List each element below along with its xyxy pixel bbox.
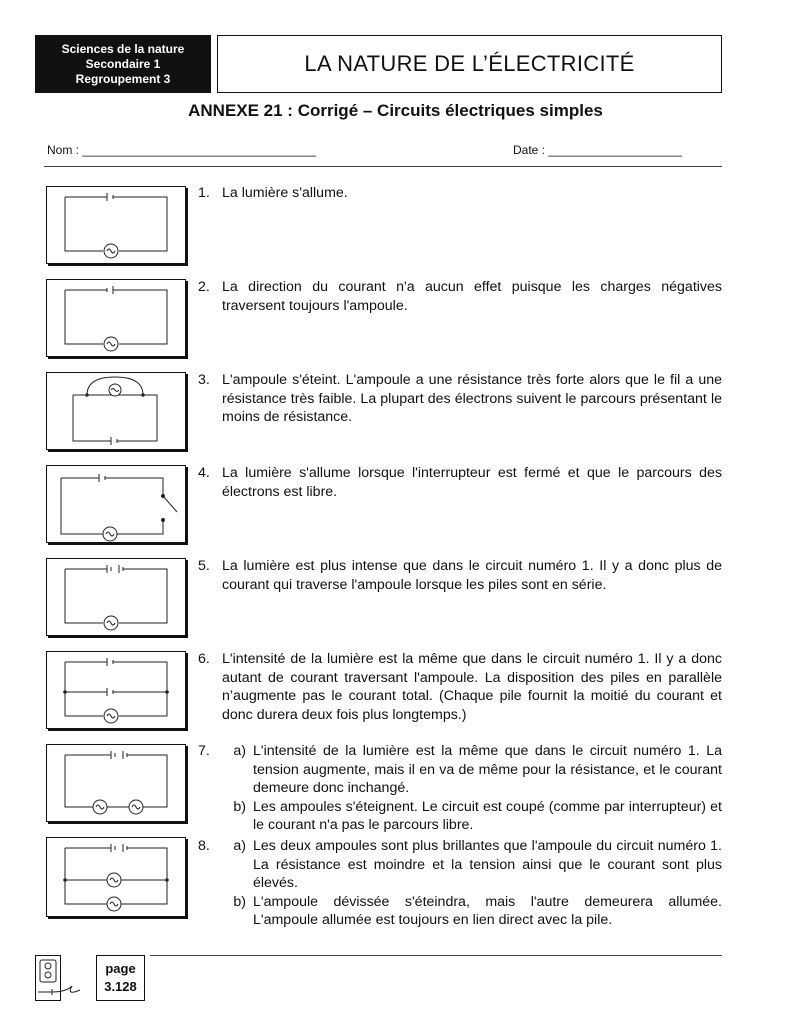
answer-6 (198, 650, 722, 724)
page-word: page (105, 961, 136, 976)
outlet-plug-icon (35, 955, 61, 1001)
answer-8b-text: L'ampoule dévissée s'éteindra, mais l'autre demeurera allumée. L'ampoule allumée est toujours en lien direct avec la pile. (253, 893, 722, 928)
course-tag-line-1: Sciences de la nature (61, 41, 185, 56)
answer-5 (198, 557, 722, 594)
circuit-diagram-5 (46, 558, 186, 636)
course-tag (35, 35, 211, 93)
answer-number: 7. (198, 743, 210, 759)
answer-text: La direction du courant n'a aucun effet puisque les charges négatives traversent toujours l'ampoule. (222, 279, 722, 314)
circuit-diagram-7 (46, 744, 186, 822)
circuit-diagram-1 (46, 186, 186, 264)
header-divider (44, 166, 722, 167)
answer-number: 4. (198, 465, 210, 481)
answer-text: L'ampoule s'éteint. L'ampoule a une résistance très forte alors que le fil a une résistance très faible. La plupart des électrons suivent le parcours présentant le moins de résistance. (222, 372, 722, 425)
annex-subtitle: ANNEXE 21 : Corrigé – Circuits électriques simples (188, 101, 603, 120)
circuit-diagram-4 (46, 465, 186, 543)
answer-8a-text: Les deux ampoules sont plus brillantes que l'ampoule du circuit numéro 1. La résistance est moindre et la tension ainsi que le courant sont plus élevés. (253, 838, 722, 891)
page-number-box (96, 955, 145, 1001)
date-field[interactable]: Date : ____________________ (513, 143, 682, 157)
answer-7 (198, 742, 722, 835)
course-tag-line-3: Regroupement 3 (75, 71, 171, 86)
circuit-diagram-2 (46, 279, 186, 357)
answer-text: La lumière est plus intense que dans le circuit numéro 1. Il y a donc plus de courant qui traverse l'ampoule lorsque les piles sont en série. (222, 558, 722, 593)
course-tag-line-2: Secondaire 1 (85, 56, 161, 71)
sub-label-b: b) (233, 893, 246, 910)
answer-number: 5. (198, 558, 210, 574)
circuit-diagram-3 (46, 372, 186, 450)
answer-7b-text: Les ampoules s'éteignent. Le circuit est coupé (comme par interrupteur) et le courant n'a pas le parcours libre. (253, 798, 722, 833)
answer-7a-text: L'intensité de la lumière est la même que dans le circuit numéro 1. La tension augmente, mais il en va de même pour la résistance, et le courant demeure donc inchangé. (253, 743, 722, 796)
answer-3 (198, 371, 722, 427)
answer-8 (198, 837, 722, 930)
name-field[interactable]: Nom : ___________________________________ (47, 143, 316, 157)
answer-text: La lumière s'allume. (222, 185, 348, 201)
sub-label-a: a) (233, 838, 246, 854)
answer-text: L'intensité de la lumière est la même que dans le circuit numéro 1. Il y a donc autant de courant traversant l'ampoule. La disposition des piles en parallèle n’augmente pas le courant total. (Chaque pile fournit la moitié du courant et donc durera deux fois plus longtemps.) (222, 651, 722, 723)
answer-text: La lumière s'allume lorsque l'interrupteur est fermé et que le parcours des électrons est libre. (222, 465, 722, 500)
answer-1 (198, 184, 722, 203)
answer-number: 1. (198, 185, 210, 201)
answer-2 (198, 278, 722, 315)
page-number: 3.128 (104, 979, 137, 994)
circuit-diagram-6 (46, 651, 186, 729)
circuit-diagram-8 (46, 837, 186, 917)
answer-number: 6. (198, 651, 210, 667)
footer-divider (150, 955, 722, 956)
answer-number: 2. (198, 279, 210, 295)
page-title (217, 35, 722, 93)
page-title-text: LA NATURE DE L’ÉLECTRICITÉ (304, 51, 635, 76)
sub-label-a: a) (233, 743, 246, 759)
answer-number: 3. (198, 372, 210, 388)
sub-label-b: b) (233, 798, 246, 815)
answer-number: 8. (198, 838, 210, 854)
answer-4 (198, 464, 722, 501)
